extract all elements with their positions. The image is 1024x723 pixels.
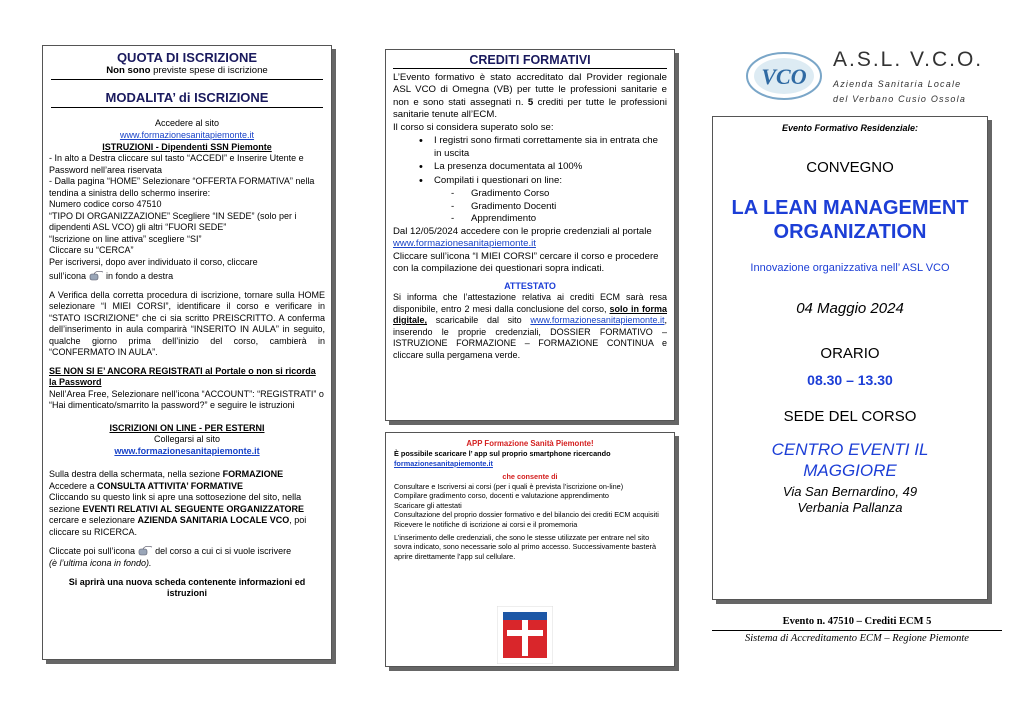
venue-1: CENTRO EVENTI IL: [771, 440, 929, 459]
non-registrati-text: Nell’Area Free, Selezionare nell’icona “ACCOUNT”: “REGISTRATI” o “Hai dimenticato/smarrito la password?” e seguire le istruzioni: [49, 388, 324, 411]
dal-text: Dal 12/05/2024 accedere con le proprie credenziali al portale www.formazionesanitapiemonte.it: [393, 225, 652, 250]
verifica-text: A Verifica della corretta procedura di iscrizione, tornare sulla HOME selezionare “I MIEI CORSI”, identificare il corso e verificare in “STATO ISCRIZIONE” che ci sia scritto PREISCRITTO. A conferma dell’inserimento in aula comparirà “INSERITO IN AULA” in seguito, qualche giorno prima dell’inizio del corso, cambierà in “CONFERMATO IN AULA”.: [49, 289, 325, 358]
mouse-icon: [89, 270, 104, 281]
step-1: - In alto a Destra cliccare sul tasto “ACCEDI” e Inserire Utente e Password nell’area riservata: [49, 153, 304, 175]
crediti-title: CREDITI FORMATIVI: [469, 53, 591, 67]
list-item: • I registri sono firmati correttamente sia in entrata che in uscita: [419, 135, 667, 160]
attestato-title: ATTESTATO: [504, 280, 556, 291]
cliccate-text: Cliccate poi sull’icona del corso a cui ci si vuole iscrivere (è l’ultima icona in fondo).: [49, 546, 292, 568]
divider: [51, 79, 323, 80]
quota-bold: Non sono: [106, 65, 151, 76]
app-feature: Consultare e Iscriversi ai corsi (per i quali è prevista l’iscrizione on-line): [394, 481, 624, 491]
crediti-text: L’Evento formativo è stato accreditato dal Provider regionale ASL VCO di Omegna (VB) per tutte le professioni sanitarie e non e sono stati assegnati n. 5 crediti per tutte le professioni sanitarie tenute all’ECM.: [393, 72, 667, 121]
quota-title: QUOTA DI ISCRIZIONE: [116, 50, 258, 65]
list-item: - Gradimento Corso: [451, 188, 667, 200]
footer-sistema: Sistema di Accreditamento ECM – Regione Piemonte: [745, 633, 969, 644]
esterni-instructions: Sulla destra della schermata, nella sezione FORMAZIONE Accedere a CONSULTA ATTIVITA’ FORMATIVE Cliccando su questo link si apre una sottosezione del sito, nella sezione EVENTI RELATIVI AL SEGUENTE ORGANIZZATORE cercare e selezionare AZIENDA SANITARIA LOCALE VCO, poi cliccare su RICERCA.: [49, 469, 307, 537]
site-link[interactable]: www.formazionesanitapiemonte.it: [119, 129, 255, 140]
superato-text: Il corso si considera superato solo se:: [393, 121, 554, 133]
non-registrati-title: SE NON SI E’ ANCORA REGISTRATI al Portale o non si ricorda la Password: [49, 365, 316, 388]
asl-logo: [744, 48, 984, 110]
step-7: Per iscriversi, dopo aver individuato il corso, cliccare: [49, 256, 258, 267]
step-2: - Dalla pagina “HOME” Selezionare “OFFERTA FORMATIVA” nella tendina a sinistra dello schermo inserire:: [49, 176, 315, 198]
quota-rest: previste spese di iscrizione: [150, 65, 268, 76]
orario-label: ORARIO: [820, 345, 880, 362]
left-panel: [42, 45, 332, 660]
access-text: Accedere al sito: [154, 118, 220, 129]
app-feature: Consultazione del proprio dossier formativo e del bilancio dei crediti ECM acquisiti: [394, 510, 659, 520]
cliccare-text: Cliccare sull’icona “I MIEI CORSI” cercare il corso e procedere con la compilazione dei questionari sopra indicati.: [393, 250, 659, 275]
list-item: - Gradimento Docenti: [451, 201, 667, 213]
portal-link[interactable]: www.formazionesanitapiemonte.it: [393, 238, 536, 250]
crediti-panel: [385, 49, 675, 421]
attestato-link[interactable]: www.formazionesanitapiemonte.it: [530, 315, 665, 326]
step-5: “Iscrizione on line attiva” scegliere “SI”: [49, 233, 202, 244]
evento-label: Evento Formativo Residenziale:: [781, 123, 919, 133]
final-note: Si aprirà una nuova scheda contenente informazioni ed istruzioni: [68, 576, 306, 599]
app-consente: che consente di: [502, 472, 558, 482]
app-final: L’inserimento delle credenziali, che sono le stesse utilizzate per entrare nel sito sovra indicato, sono necessarie solo al primo accesso. Successivamente basterà aprire direttamente l’app sul cellulare.: [394, 533, 657, 561]
sede-label: SEDE DEL CORSO: [783, 408, 917, 425]
questionari-list: [393, 188, 667, 225]
event-title-2: ORGANIZATION: [773, 221, 927, 243]
list-item: - Apprendimento: [451, 213, 667, 225]
app-feature: Ricevere le notifiche di iscrizione ai corsi e il promemoria: [394, 519, 578, 529]
list-item: • La presenza documentata al 100%: [419, 161, 667, 173]
list-item: • Compilati i questionari on line:: [419, 175, 667, 187]
logo-sub-2: del Verbano Cusio Ossola: [833, 94, 967, 104]
logo-mark: VCO: [761, 64, 807, 89]
event-date: 04 Maggio 2024: [796, 300, 904, 317]
footer-divider: [712, 630, 1002, 631]
convegno-label: CONVEGNO: [806, 159, 894, 176]
divider: [393, 68, 667, 69]
venue-2: MAGGIORE: [803, 461, 897, 481]
istruzioni-title: ISTRUZIONI - Dipendenti SSN Piemonte: [102, 141, 272, 152]
mouse-icon: [138, 545, 153, 556]
orario-value: 08.30 – 13.30: [807, 372, 893, 388]
icon-line: sull’icona in fondo a destra: [49, 271, 174, 282]
esterni-collegarsi: Collegarsi al sito: [153, 434, 221, 445]
app-title: APP Formazione Sanità Piemonte!: [466, 439, 594, 448]
app-feature: Scaricare gli attestati: [394, 500, 462, 510]
logo-name: A.S.L. V.C.O.: [833, 48, 984, 71]
divider: [51, 107, 323, 108]
asl-vco-emblem: [744, 50, 824, 102]
quota-text: [49, 65, 325, 77]
regione-piemonte-logo: [497, 606, 553, 664]
esterni-title: ISCRIZIONI ON LINE - PER ESTERNI: [109, 422, 265, 433]
address-2: Verbania Pallanza: [797, 500, 903, 516]
app-link[interactable]: formazionesanitapiemonte.it: [394, 458, 493, 468]
step-6: Cliccare su “CERCA”: [49, 245, 134, 256]
esterni-site-link[interactable]: www.formazionesanitapiemonte.it: [114, 445, 260, 456]
event-title-1: LA LEAN MANAGEMENT: [731, 197, 969, 219]
event-subtitle: Innovazione organizzativa nell’ ASL VCO: [750, 262, 950, 274]
modalita-title: MODALITA’ di ISCRIZIONE: [105, 90, 269, 106]
app-feature: Compilare gradimento corso, docenti e valutazione apprendimento: [394, 491, 609, 501]
logo-sub-1: Azienda Sanitaria Locale: [833, 79, 962, 89]
app-text: È possibile scaricare l’ app sul proprio smartphone ricercando: [394, 449, 611, 459]
attestato-text: Si informa che l’attestazione relativa ai crediti ECM sarà resa disponibile, entro 2 mesi dalla conclusione del corso, solo in forma digitale, scaricabile dal sito www.formazionesanitapiemonte.it, inserendo le proprie credenziali, DOSSIER FORMATIVO – ISTRUZIONE FORMAZIONE – FORMAZIONE CONTINUA e cliccare sulla pergamena verde.: [393, 292, 667, 360]
event-panel: [712, 116, 988, 600]
address-1: Via San Bernardino, 49: [782, 483, 918, 499]
footer-evento: Evento n. 47510 – Crediti ECM 5: [782, 616, 932, 627]
step-4: “TIPO DI ORGANIZZAZIONE” Scegliere “IN SEDE” (solo per i dipendenti ASL VCO) gli altri “FUORI SEDE”: [49, 210, 297, 233]
requirements-list: [393, 135, 667, 187]
step-3: Numero codice corso 47510: [49, 199, 162, 210]
